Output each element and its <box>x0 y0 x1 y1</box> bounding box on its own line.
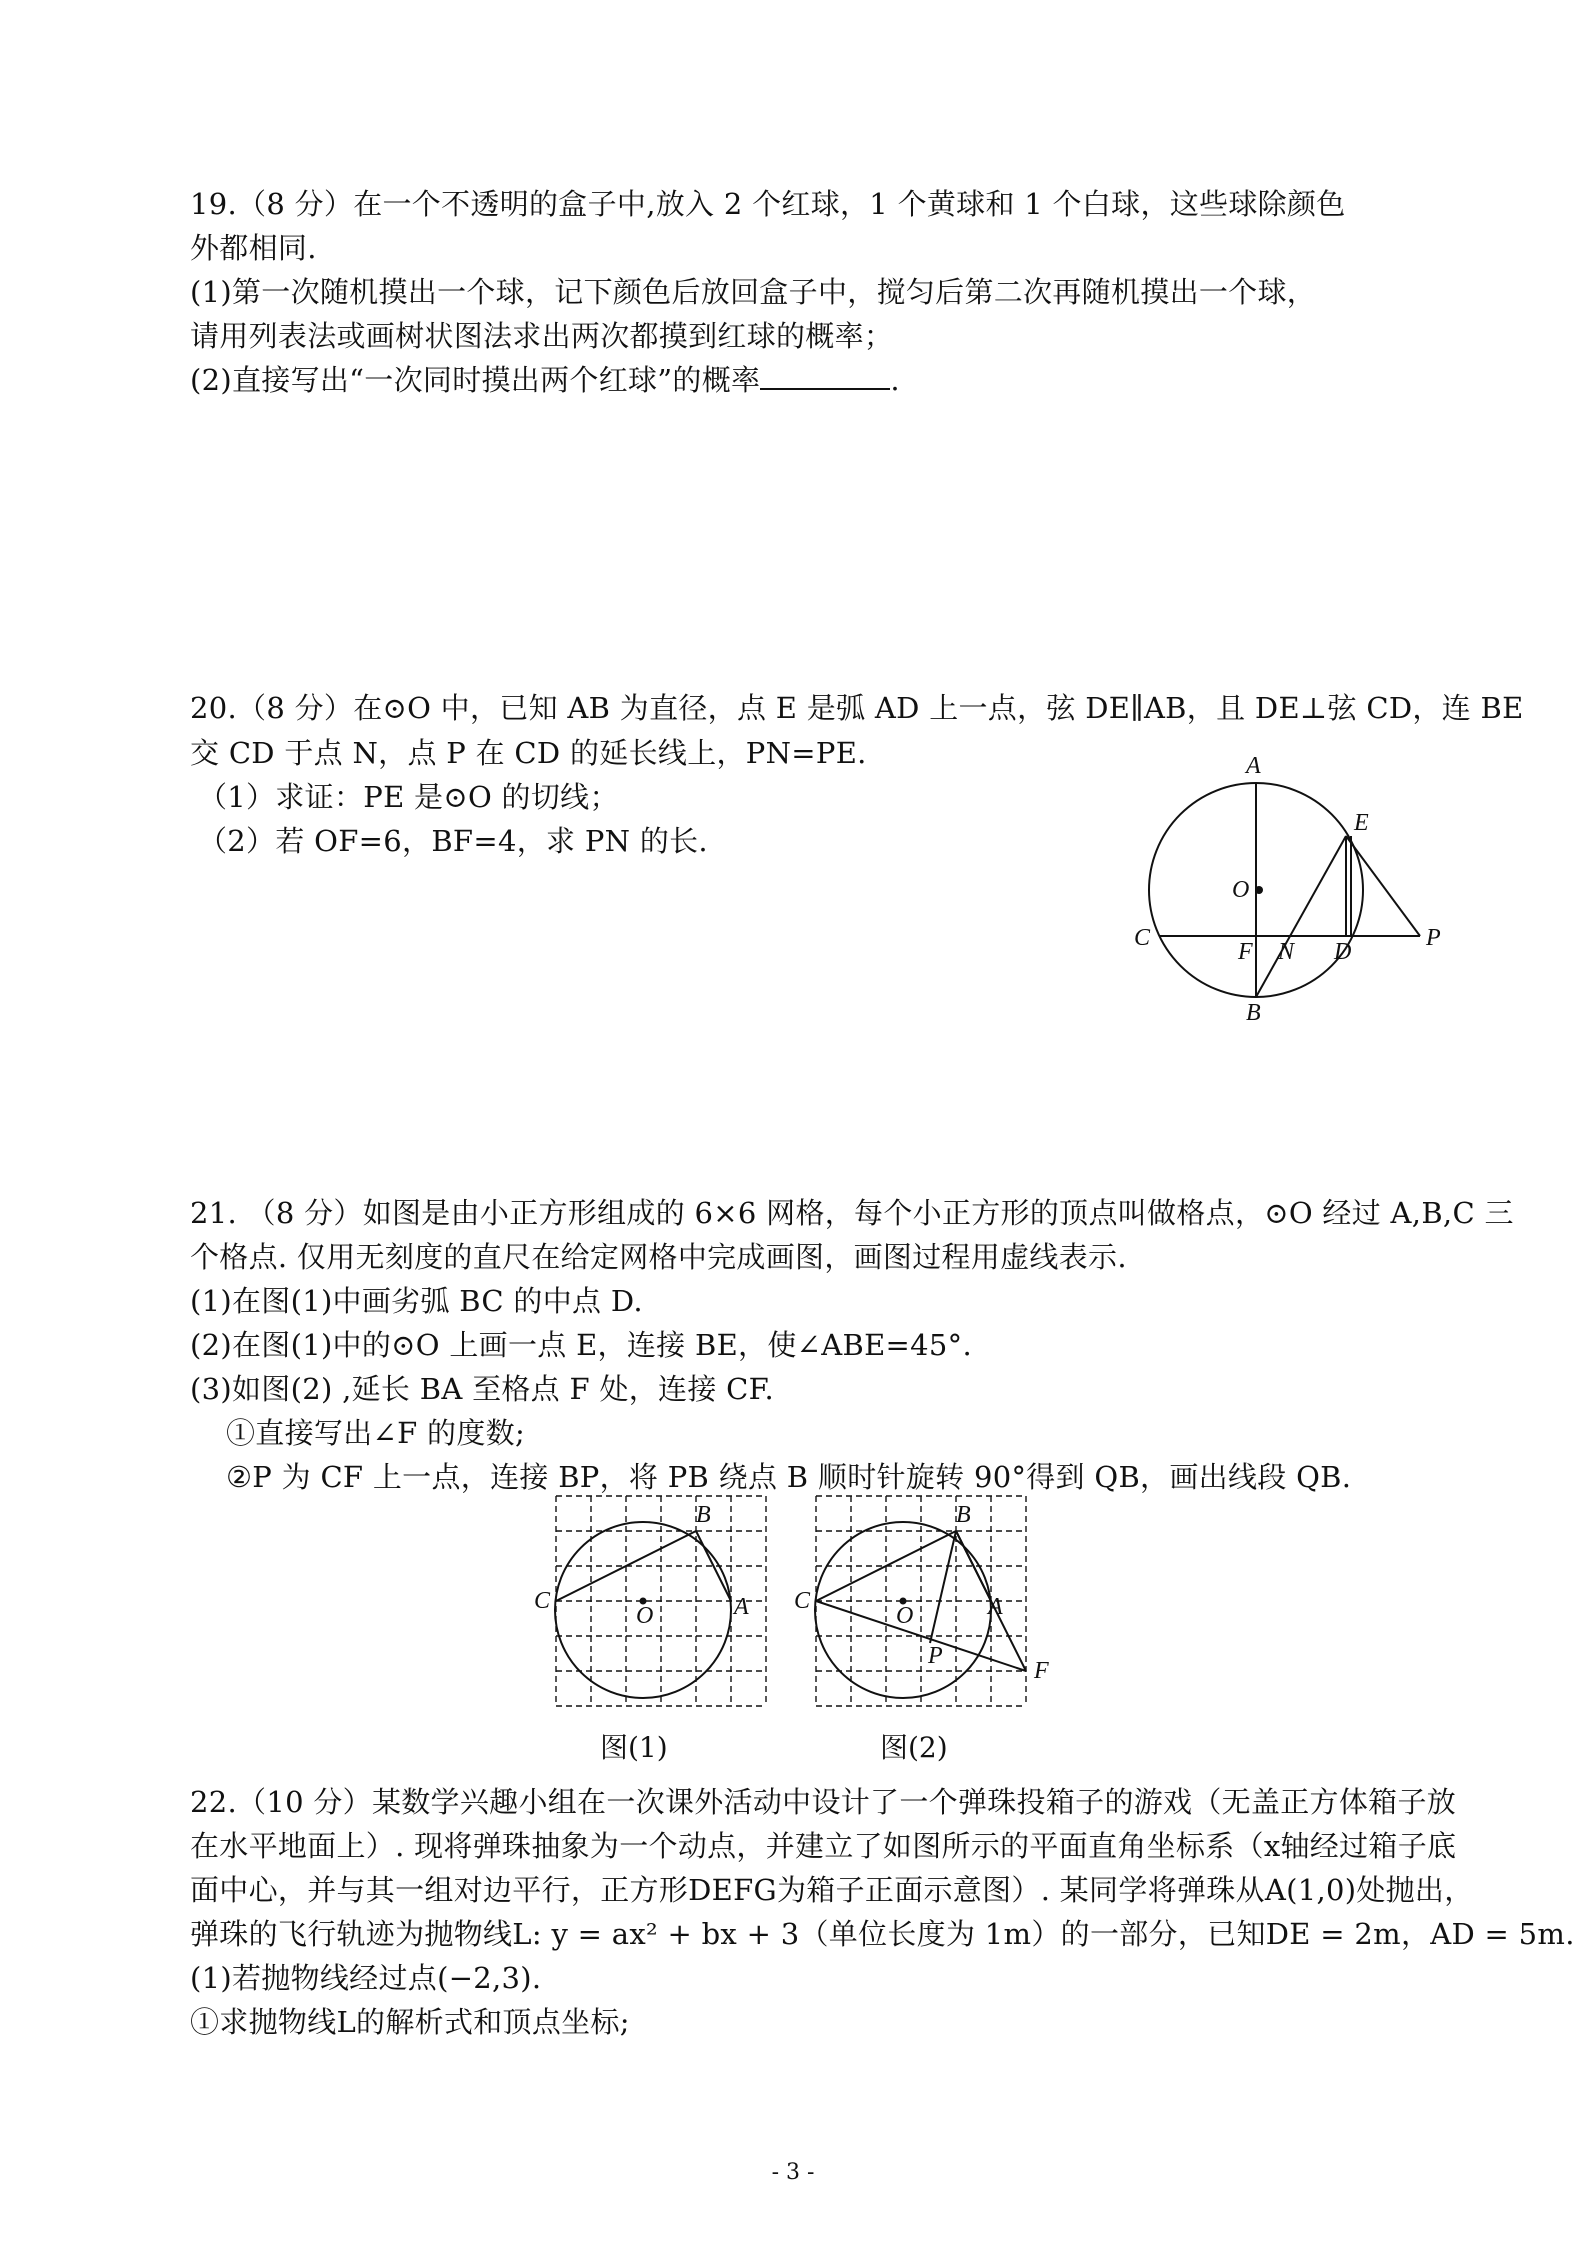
label-a: A <box>1246 753 1261 779</box>
q22-line-1: 22.（10 分）某数学兴趣小组在一次课外活动中设计了一个弹珠投箱子的游戏（无盖正方体箱子放 <box>190 1785 1457 1819</box>
line-bp <box>930 1531 956 1643</box>
figure-2-caption: 图(2) <box>880 1731 948 1764</box>
q22-line-3: 面中心，并与其一组对边平行，正方形DEFG为箱子正面示意图）. 某同学将弹珠从A(1,0)处抛出， <box>190 1873 1474 1907</box>
answer-blank <box>760 362 890 390</box>
q21-line-3: (1)在图(1)中画劣弧 BC 的中点 D. <box>190 1284 643 1318</box>
q22-line-4: 弹珠的飞行轨迹为抛物线L: y = ax² + bx + 3（单位长度为 1m）的一部分，已知DE = 2m，AD = 5m. <box>190 1917 1575 1951</box>
q20-circle-figure <box>1120 745 1460 1035</box>
q22-line-6: ①求抛物线L的解析式和顶点坐标; <box>190 2005 630 2039</box>
q19-line-1: 19.（8 分）在一个不透明的盒子中,放入 2 个红球，1 个黄球和 1 个白球，这些球除颜色 <box>190 187 1346 221</box>
q19-line-2: 外都相同. <box>190 231 317 265</box>
label-b: B <box>1246 1000 1261 1026</box>
label-c: C <box>794 1588 811 1614</box>
label-p: P <box>928 1643 943 1669</box>
label-b: B <box>696 1502 711 1528</box>
q21-line-7: ②P 为 CF 上一点，连接 BP，将 PB 绕点 B 顺时针旋转 90°得到 QB，画出线段 QB. <box>226 1460 1352 1494</box>
label-f: F <box>1034 1658 1049 1684</box>
q22-line-5: (1)若抛物线经过点(−2,3). <box>190 1961 542 1995</box>
center-dot <box>1255 886 1263 894</box>
label-o: O <box>896 1603 914 1629</box>
label-e: E <box>1354 810 1369 836</box>
q19-line-4: 请用列表法或画树状图法求出两次都摸到红球的概率； <box>190 319 894 353</box>
label-p: P <box>1426 925 1441 951</box>
q21-line-4: (2)在图(1)中的⊙O 上画一点 E，连接 BE，使∠ABE=45°. <box>190 1328 972 1362</box>
line-be <box>1256 836 1346 997</box>
label-d: D <box>1334 939 1352 965</box>
q19-line-5-text: (2)直接写出“一次同时摸出两个红球”的概率 <box>190 363 761 397</box>
label-b: B <box>956 1502 971 1528</box>
label-o: O <box>636 1603 654 1629</box>
q21-line-5: (3)如图(2) ,延长 BA 至格点 F 处，连接 CF. <box>190 1372 775 1406</box>
q20-line-1: 20.（8 分）在⊙O 中，已知 AB 为直径，点 E 是弧 AD 上一点，弦 DE∥AB，且 DE⊥弦 CD，连 BE <box>190 691 1524 725</box>
label-o: O <box>1232 877 1250 903</box>
q21-grid-figure-1 <box>530 1480 800 1720</box>
label-f: F <box>1238 939 1253 965</box>
label-n: N <box>1278 939 1295 965</box>
q21-line-2: 个格点. 仅用无刻度的直尺在给定网格中完成画图，画图过程用虚线表示. <box>190 1240 1127 1274</box>
label-a: A <box>734 1594 749 1620</box>
figure-1-caption: 图(1) <box>600 1731 668 1764</box>
q20-line-4: （2）若 OF=6，BF=4，求 PN 的长. <box>198 824 708 858</box>
q19-line-3: (1)第一次随机摸出一个球，记下颜色后放回盒子中，搅匀后第二次再随机摸出一个球， <box>190 275 1317 309</box>
label-c: C <box>534 1588 551 1614</box>
q21-grid-figure-2 <box>790 1480 1080 1720</box>
label-c: C <box>1134 925 1151 951</box>
label-a: A <box>988 1594 1003 1620</box>
q20-line-2: 交 CD 于点 N，点 P 在 CD 的延长线上，PN=PE. <box>190 736 867 770</box>
q22-line-2: 在水平地面上）. 现将弹珠抽象为一个动点，并建立了如图所示的平面直角坐标系（x轴经过箱子底 <box>190 1829 1457 1863</box>
q19-line-5 <box>190 362 900 398</box>
q21-line-6: ①直接写出∠F 的度数; <box>226 1416 526 1450</box>
q20-line-3: （1）求证：PE 是⊙O 的切线； <box>198 780 619 814</box>
line-ep <box>1346 836 1420 936</box>
page-number: - 3 - <box>771 2160 815 2185</box>
q21-line-1: 21. （8 分）如图是由小正方形组成的 6×6 网格，每个小正方形的顶点叫做格点，⊙O 经过 A,B,C 三 <box>190 1196 1514 1230</box>
q19-line-5-end: . <box>890 363 900 397</box>
